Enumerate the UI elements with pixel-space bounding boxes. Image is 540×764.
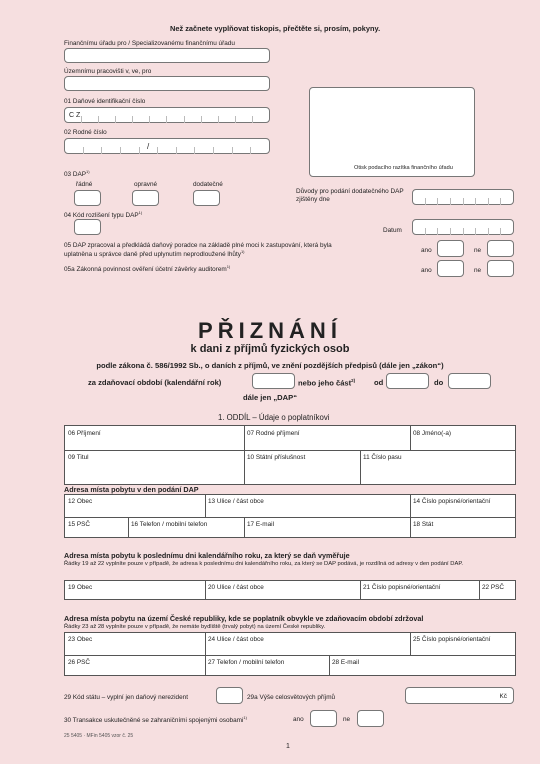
auditor-label: 05a Zákonná povinnost ověření účetní závěrky auditorem$^{1)}$: [64, 264, 231, 274]
stat-18-cell[interactable]: 18 Stát: [413, 521, 434, 528]
duvody-ticks: [413, 198, 513, 205]
poradce-ano-box[interactable]: [437, 240, 464, 257]
adresa1-title: Adresa místa pobytu v den podání DAP: [64, 485, 199, 494]
dap-short: dále jen „DAP“: [242, 393, 297, 402]
titul-cell[interactable]: 09 Titul: [68, 454, 89, 461]
telefon-27-cell[interactable]: 27 Telefon / mobilní telefon: [208, 659, 285, 666]
dap-radne-box[interactable]: [74, 190, 101, 206]
dap-type-dodatecne-label: dodatečné: [193, 181, 223, 188]
rodne-prijmeni-cell[interactable]: 07 Rodné příjmení: [247, 430, 300, 437]
page-number: 1: [286, 743, 290, 750]
stamp-caption: Otisk podacího razítka finančního úřadu: [354, 165, 453, 171]
obec-12-cell[interactable]: 12 Obec: [68, 498, 93, 505]
auditor-ne-label: ne: [474, 267, 482, 274]
jmeno-cell[interactable]: 08 Jméno(-a): [413, 430, 452, 437]
transakce-ne-label: ne: [343, 716, 351, 723]
poradce-ano-label: ano: [421, 247, 432, 254]
vyse-prijmu-field[interactable]: [405, 687, 514, 704]
adresa1-table: [64, 494, 516, 538]
obec-23-cell[interactable]: 23 Obec: [68, 636, 93, 643]
ulice-20-cell[interactable]: 20 Ulice / část obce: [208, 584, 264, 591]
psc-15-cell[interactable]: 15 PSČ: [68, 521, 91, 528]
poradce-ne-box[interactable]: [487, 240, 514, 257]
dap-label: 03 DAP$^{1)}$: [64, 169, 90, 179]
cislo-popisne-25-cell[interactable]: 25 Číslo popisné/orientační: [413, 636, 491, 643]
financni-urad-label: Finančnímu úřadu pro / Specializovanému finančnímu úřadu: [64, 40, 235, 47]
transakce-label: 30 Transakce uskutečněné se zahraničními spojenými osobami$^{1)}$: [64, 715, 247, 725]
vyse-prijmu-label: 29a Výše celosvětových příjmů: [247, 694, 336, 701]
adresa2-table: [64, 580, 516, 600]
email-17-cell[interactable]: 17 E-mail: [247, 521, 274, 528]
ulice-13-cell[interactable]: 13 Ulice / část obce: [208, 498, 264, 505]
poradce-label: 05 DAP zpracoval a předkládá daňový poradce na základě plné moci k zastupování, která byla uplatněna u správce daně před uplynutím neprodloužené lhůty$^{1)}$: [64, 242, 332, 258]
adresa3-table: [64, 632, 516, 676]
duvody-label: Důvody pro podání dodatečného DAP zjištěny dne: [296, 188, 404, 203]
instruction-text: Než začnete vyplňovat tiskopis, přečtěte si, prosím, pokyny.: [170, 24, 381, 33]
auditor-ano-label: ano: [421, 267, 432, 274]
oddil1-heading: 1. ODDÍL – Údaje o poplatníkovi: [218, 413, 330, 422]
cislo-pasu-cell[interactable]: 11 Číslo pasu: [363, 454, 402, 461]
adresa3-note: Řádky 23 až 28 vyplníte pouze v případě, že nemáte bydliště (trvalý pobyt) na území České republiky.: [64, 624, 326, 630]
kc-unit: Kč: [499, 693, 507, 700]
datum-ticks: [413, 228, 513, 235]
dap-opravne-box[interactable]: [132, 190, 159, 206]
dap-type-opravne-label: opravné: [134, 181, 158, 188]
form-code: 25 5405 · MFin 5405 vzor č. 25: [64, 733, 134, 739]
kod-rozliseni-label: 04 Kód rozlišení typu DAP$^{1)}$: [64, 210, 143, 220]
email-28-cell[interactable]: 28 E-mail: [332, 659, 359, 666]
cislo-popisne-21-cell[interactable]: 21 Číslo popisné/orientační: [363, 584, 441, 591]
adresa3-title: Adresa místa pobytu na území České republiky, kde se poplatník obvykle ve zdaňovacím období zdržoval: [64, 614, 424, 623]
financni-urad-field[interactable]: [64, 48, 270, 63]
uzemni-pracoviste-label: Územnímu pracovišti v, ve, pro: [64, 68, 152, 75]
page-title: PŘIZNÁNÍ: [198, 318, 342, 343]
rodne-cislo-label: 02 Rodné číslo: [64, 129, 107, 136]
dic-field[interactable]: [64, 107, 270, 123]
dic-label: 01 Daňové identifikační číslo: [64, 98, 146, 105]
kod-statu-box[interactable]: [216, 687, 243, 704]
transakce-ano-box[interactable]: [310, 710, 337, 727]
psc-22-cell[interactable]: 22 PSČ: [482, 584, 505, 591]
law-reference: podle zákona č. 586/1992 Sb., o daních z příjmů, ve znění pozdějších předpisů (dále jen „zákon“): [96, 361, 444, 370]
duvody-date-field[interactable]: [412, 189, 514, 205]
telefon-16-cell[interactable]: 16 Telefon / mobilní telefon: [131, 521, 208, 528]
datum-field[interactable]: [412, 219, 514, 235]
page-subtitle: k dani z příjmů fyzických osob: [190, 343, 350, 355]
statni-prislusnost-cell[interactable]: 10 Státní příslušnost: [247, 454, 306, 461]
rodne-cislo-slash: /: [147, 142, 150, 151]
auditor-ano-box[interactable]: [437, 260, 464, 277]
ulice-24-cell[interactable]: 24 Ulice / část obce: [208, 636, 264, 643]
kod-rozliseni-box[interactable]: [74, 219, 101, 235]
dic-prefix: C Z: [69, 112, 81, 119]
auditor-ne-box[interactable]: [487, 260, 514, 277]
adresa2-title: Adresa místa pobytu k poslednímu dni kalendářního roku, za který se daň vyměřuje: [64, 551, 350, 560]
period-od-box[interactable]: [386, 373, 429, 389]
kod-statu-label: 29 Kód státu – vyplní jen daňový nerezident: [64, 694, 188, 701]
period-year-box[interactable]: [252, 373, 295, 389]
period-do-label: do: [434, 378, 444, 387]
stamp-box: [309, 87, 475, 177]
cislo-popisne-14-cell[interactable]: 14 Číslo popisné/orientační: [413, 498, 491, 505]
adresa2-note: Řádky 19 až 22 vyplníte pouze v případě, že adresa k poslednímu dni kalendářního roku, za který se DAP podává, je rozdílná od adresy v den podání DAP.: [64, 561, 464, 567]
rodne-cislo-field[interactable]: [64, 138, 270, 154]
transakce-ne-box[interactable]: [357, 710, 384, 727]
period-part-label: nebo jeho část$^{2)}$: [298, 378, 356, 388]
obec-19-cell[interactable]: 19 Obec: [68, 584, 93, 591]
uzemni-pracoviste-field[interactable]: [64, 76, 270, 91]
period-do-box[interactable]: [448, 373, 491, 389]
psc-26-cell[interactable]: 26 PSČ: [68, 659, 91, 666]
dap-dodatecne-box[interactable]: [193, 190, 220, 206]
datum-label: Datum: [383, 227, 402, 234]
dap-type-radne-label: řádné: [76, 181, 93, 188]
dic-ticks: [65, 116, 269, 123]
poradce-ne-label: ne: [474, 247, 482, 254]
period-od-label: od: [374, 378, 384, 387]
period-label: za zdaňovací období (kalendářní rok): [88, 378, 222, 387]
transakce-ano-label: ano: [293, 716, 304, 723]
prijmeni-cell[interactable]: 06 Příjmení: [68, 430, 101, 437]
rodne-cislo-ticks: [65, 147, 269, 154]
oddil1-personal-table: [64, 425, 516, 485]
